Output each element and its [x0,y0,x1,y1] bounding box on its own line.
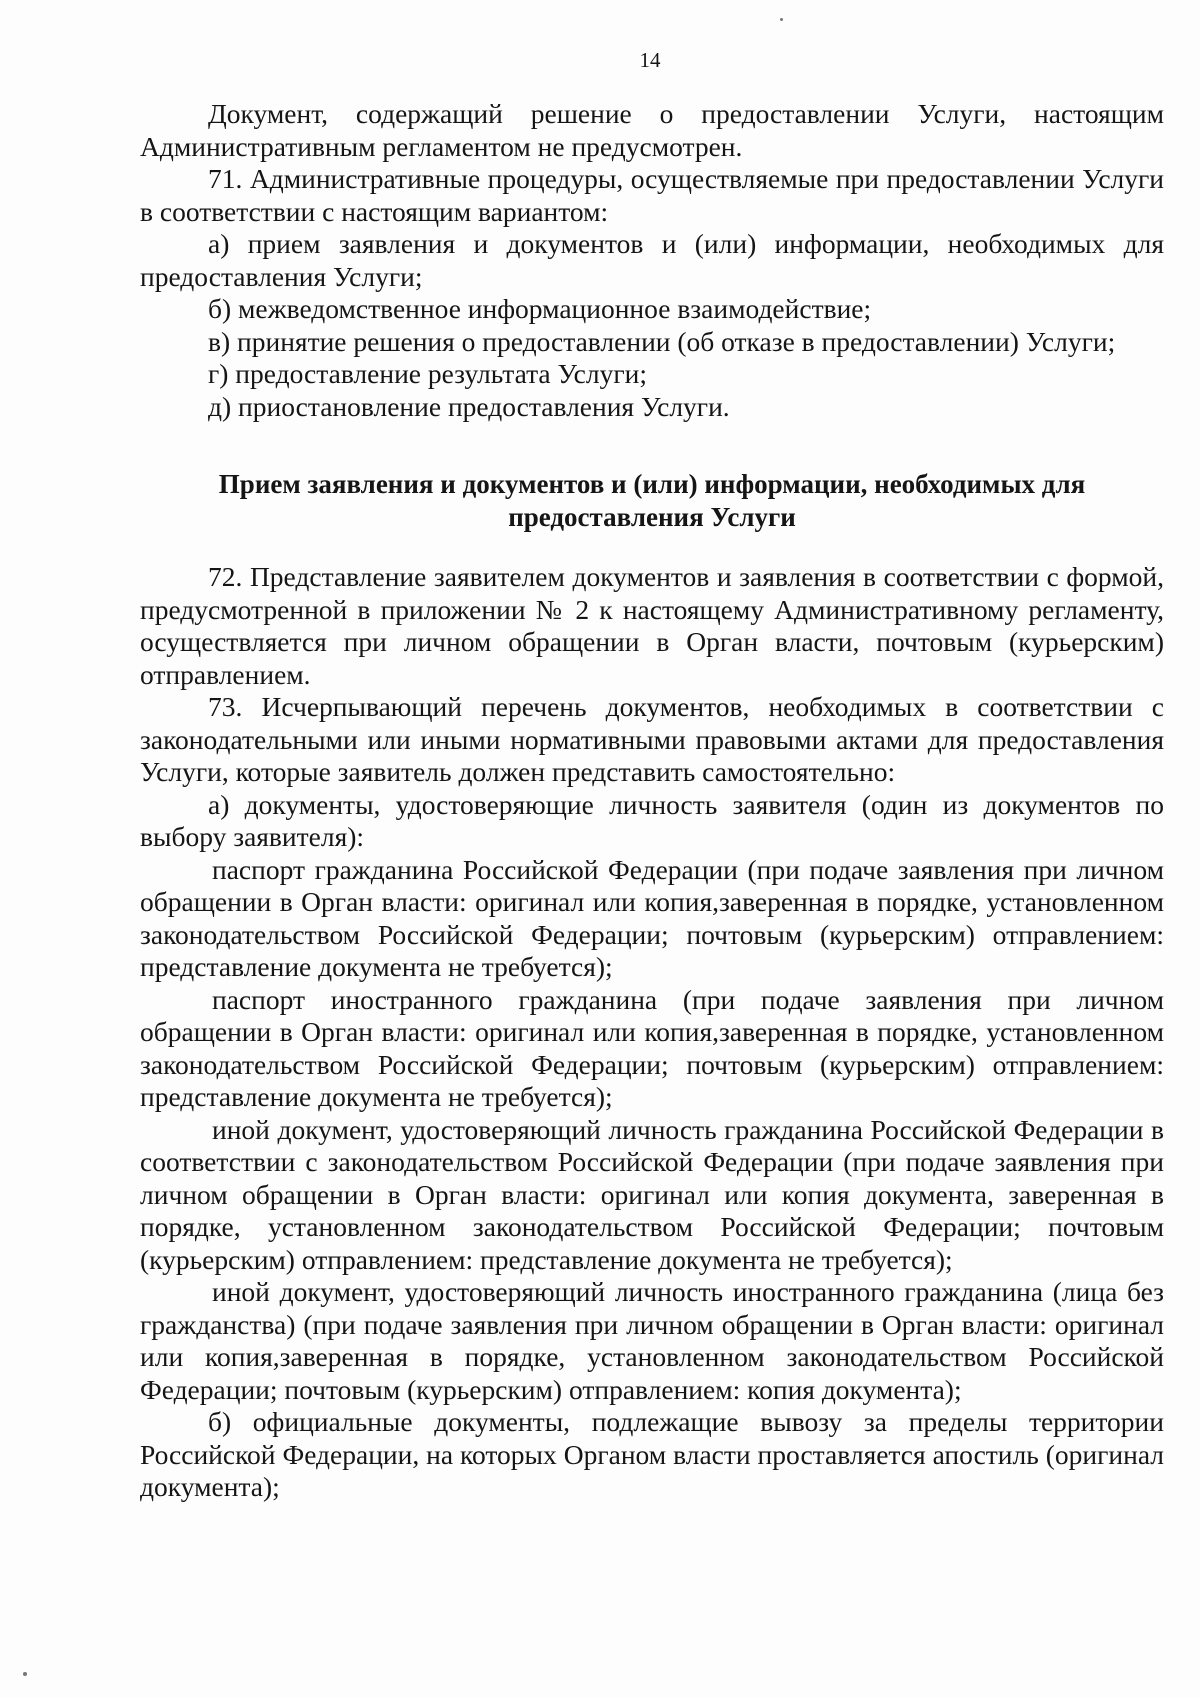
section-heading [140,468,1164,533]
paragraph-73-a: а) документы, удостоверяющие личность заявителя (один из документов по выбору заявителя): [140,788,1164,852]
paragraph-result-document: Документ, содержащий решение о предоставлении Услуги, настоящим Административным регламентом не предусмотрен. [140,98,1164,162]
list-item-d: д) приостановление предоставления Услуги. [208,390,730,422]
paragraph-72: 72. Представление заявителем документов и заявления в соответствии с формой, предусмотренной в приложении № 2 к настоящему Административному регламенту, осуществляется при личном обращении в Орган власти, почтовым (курьерским) отправлением. [140,561,1164,690]
page-number: 14 [639,48,661,72]
paragraph-71: 71. Административные процедуры, осуществляемые при предоставлении Услуги в соответствии с настоящим вариантом: [140,163,1164,227]
list-item-b: б) межведомственное информационное взаимодействие; [208,293,872,324]
item-passport-rf: паспорт гражданина Российской Федерации (при подаче заявления при личном обращении в Орган власти: оригинал или копия,заверенная в порядке, установленном законодательством Российской Федерации; почтовым (курьерским) отправлением: представление документа не требуется); [140,853,1164,982]
paragraph-73: 73. Исчерпывающий перечень документов, необходимых в соответствии с законодательными или иными нормативными правовыми актами для предоставления Услуги, которые заявитель должен представить самостоятельно: [140,691,1164,787]
list-item-v: в) принятие решения о предоставлении (об отказе в предоставлении) Услуги; [208,325,1116,357]
paragraph-73-b: б) официальные документы, подлежащие вывозу за пределы территории Российской Федерации, на которых Органом власти проставляется апостиль (оригинал документа); [140,1406,1164,1502]
scan-speck [780,18,783,21]
item-other-id-rf: иной документ, удостоверяющий личность гражданина Российской Федерации в соответствии с законодательством Российской Федерации (при подаче заявления при личном обращении в Орган власти: оригинал или копия документа, заверенная в порядке, установленном законодательством Российской Федерации; почтовым (курьерским) отправлением: представление документа не требуется); [140,1113,1164,1275]
document-body [140,98,1164,1504]
list-item-g: г) предоставление результата Услуги; [208,358,647,389]
item-other-id-foreign: иной документ, удостоверяющий личность иностранного гражданина (лица без гражданства) (при подаче заявления при личном обращении в Орган власти: оригинал или копия,заверенная в порядке, установленном законодательством Российской Федерации; почтовым (курьерским) отправлением: копия документа); [140,1276,1164,1405]
section-heading-line-1: Прием заявления и документов и (или) информации, необходимых для [218,469,1086,499]
scan-speck [23,1672,27,1676]
item-passport-foreign: паспорт иностранного гражданина (при подаче заявления при личном обращении в Орган власти: оригинал или копия,заверенная в порядке, установленном законодательством Российской Федерации; почтовым (курьерским) отправлением: представление документа не требуется); [140,983,1164,1112]
list-item-a: а) прием заявления и документов и (или) информации, необходимых для предоставления Услуги; [140,228,1164,292]
section-heading-line-2: предоставления Услуги [508,501,796,532]
